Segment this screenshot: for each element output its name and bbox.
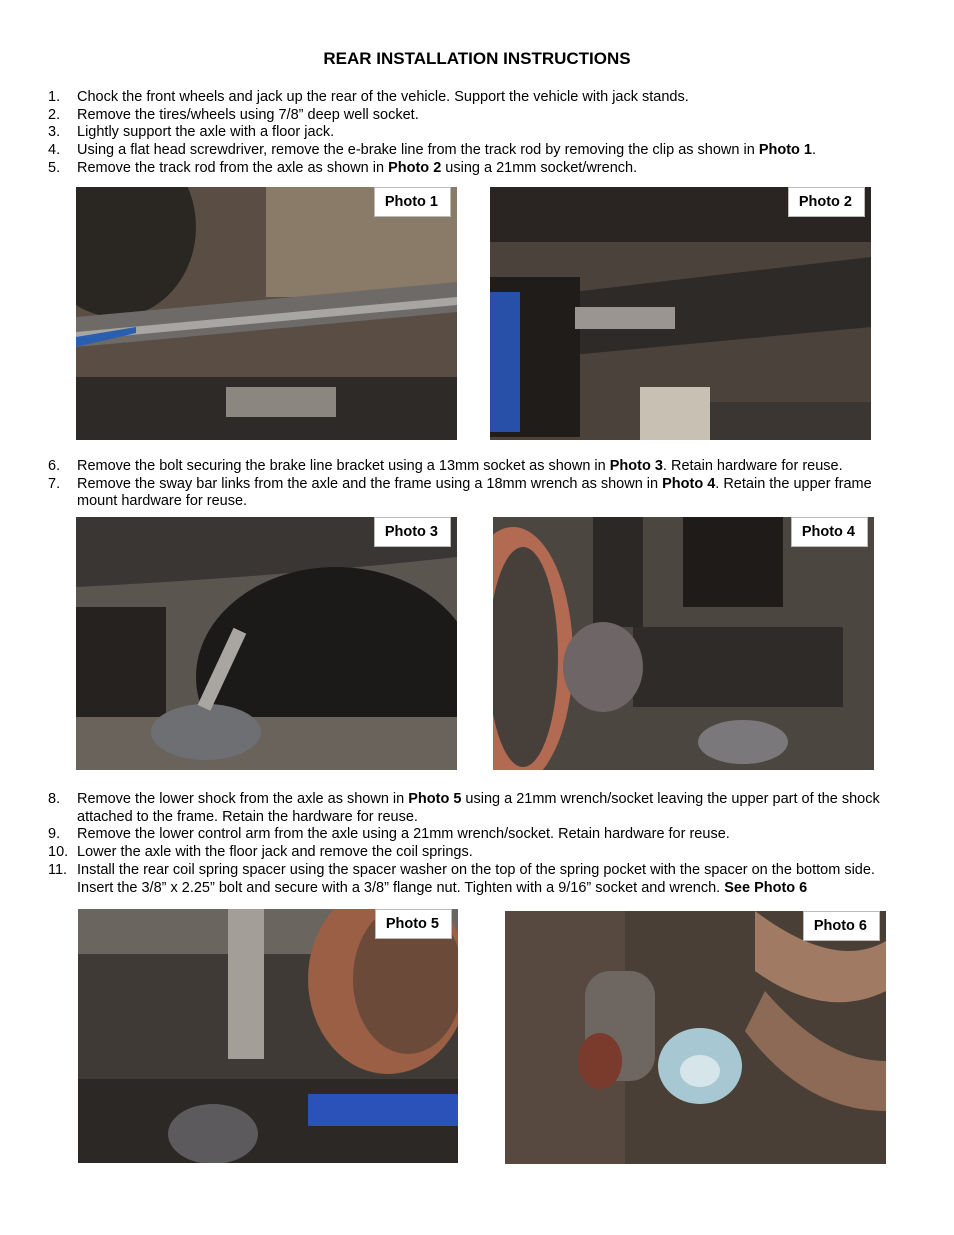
photo-3-label: Photo 3 (374, 517, 451, 547)
step-text: using a 21mm wrench/socket leaving the upper part of the shock attached to the frame. Retain the hardware for reuse. (77, 791, 880, 825)
page-title: REAR INSTALLATION INSTRUCTIONS (323, 49, 631, 68)
step-number: 7. (48, 475, 61, 492)
photo-reference: Photo 5 (408, 791, 462, 807)
photo-5-label: Photo 5 (375, 909, 452, 939)
step-text: Lower the axle with the floor jack and remove the coil springs. (77, 844, 473, 861)
photo-5-image (78, 909, 458, 1163)
steps-list-3 (48, 791, 910, 897)
step-item (48, 458, 910, 476)
step-text: Remove the lower control arm from the axle using a 21mm wrench/socket. Retain hardware for reuse. (77, 826, 730, 843)
photo-3 (76, 517, 457, 770)
photo-6-image (505, 911, 886, 1164)
photo-2-image (490, 187, 871, 440)
step-text: Using a flat head screwdriver, remove the e-brake line from the track rod by removing the clip as shown in (77, 142, 759, 159)
step-text: Lightly support the axle with a floor jack. (77, 124, 335, 141)
step-item (48, 791, 910, 826)
step-item (48, 844, 910, 862)
step-text: . Retain hardware for reuse. (662, 458, 843, 474)
step-item (48, 826, 910, 844)
steps-list-1 (48, 89, 910, 178)
step-number: 6. (48, 458, 61, 474)
step-text: Remove the bolt securing the brake line bracket using a 13mm socket as shown in (77, 458, 610, 474)
photo-1-image (76, 187, 457, 440)
step-item (48, 142, 910, 160)
photo-2-label: Photo 2 (788, 187, 865, 217)
step-text: Remove the sway bar links from the axle and the frame using a 18mm wrench as shown in (77, 475, 663, 492)
step-item (48, 124, 910, 142)
step-number: 11. (48, 861, 68, 878)
photo-reference: Photo 2 (388, 159, 442, 176)
photo-2 (490, 187, 871, 440)
step-text: Remove the tires/wheels using 7/8” deep well socket. (77, 106, 419, 123)
step-item (48, 862, 910, 897)
photo-6-label: Photo 6 (803, 911, 880, 941)
step-number: 1. (48, 89, 61, 105)
photo-4-label: Photo 4 (791, 517, 868, 547)
step-number: 3. (48, 124, 61, 141)
photo-1-label: Photo 1 (374, 187, 451, 217)
step-text: Remove the lower shock from the axle as shown in (77, 791, 409, 807)
step-item (48, 107, 910, 125)
step-text: . (811, 142, 817, 159)
photo-reference: See Photo 6 (724, 879, 808, 896)
step-item (48, 160, 910, 178)
step-text: . Retain the upper frame mount hardware for reuse. (77, 475, 872, 510)
steps-list-2 (48, 458, 910, 511)
photo-6 (505, 911, 886, 1164)
photo-reference: Photo 3 (609, 458, 663, 474)
photo-1 (76, 187, 457, 440)
step-item (48, 476, 910, 511)
step-text: using a 21mm socket/wrench. (441, 159, 638, 176)
step-number: 5. (48, 159, 61, 176)
photo-3-image (76, 517, 457, 770)
photo-4 (493, 517, 874, 770)
step-number: 2. (48, 106, 61, 123)
photo-reference: Photo 1 (758, 142, 812, 159)
step-item (48, 89, 910, 107)
step-number: 4. (48, 142, 61, 159)
step-text: Chock the front wheels and jack up the rear of the vehicle. Support the vehicle with jack stands. (77, 89, 689, 105)
photo-reference: Photo 4 (662, 475, 716, 492)
step-number: 10. (48, 844, 69, 861)
photo-4-image (493, 517, 874, 770)
step-text: Remove the track rod from the axle as shown in (77, 159, 389, 176)
step-text: Install the rear coil spring spacer using the spacer washer on the top of the spring pocket with the spacer on the bottom side. Insert the 3/8” x 2.25” bolt and secure with a 3/8” flange nut. Tighten with a 9/16” socket and wrench. (77, 861, 875, 896)
step-number: 9. (48, 826, 61, 843)
step-number: 8. (48, 791, 61, 807)
photo-5 (78, 909, 458, 1163)
